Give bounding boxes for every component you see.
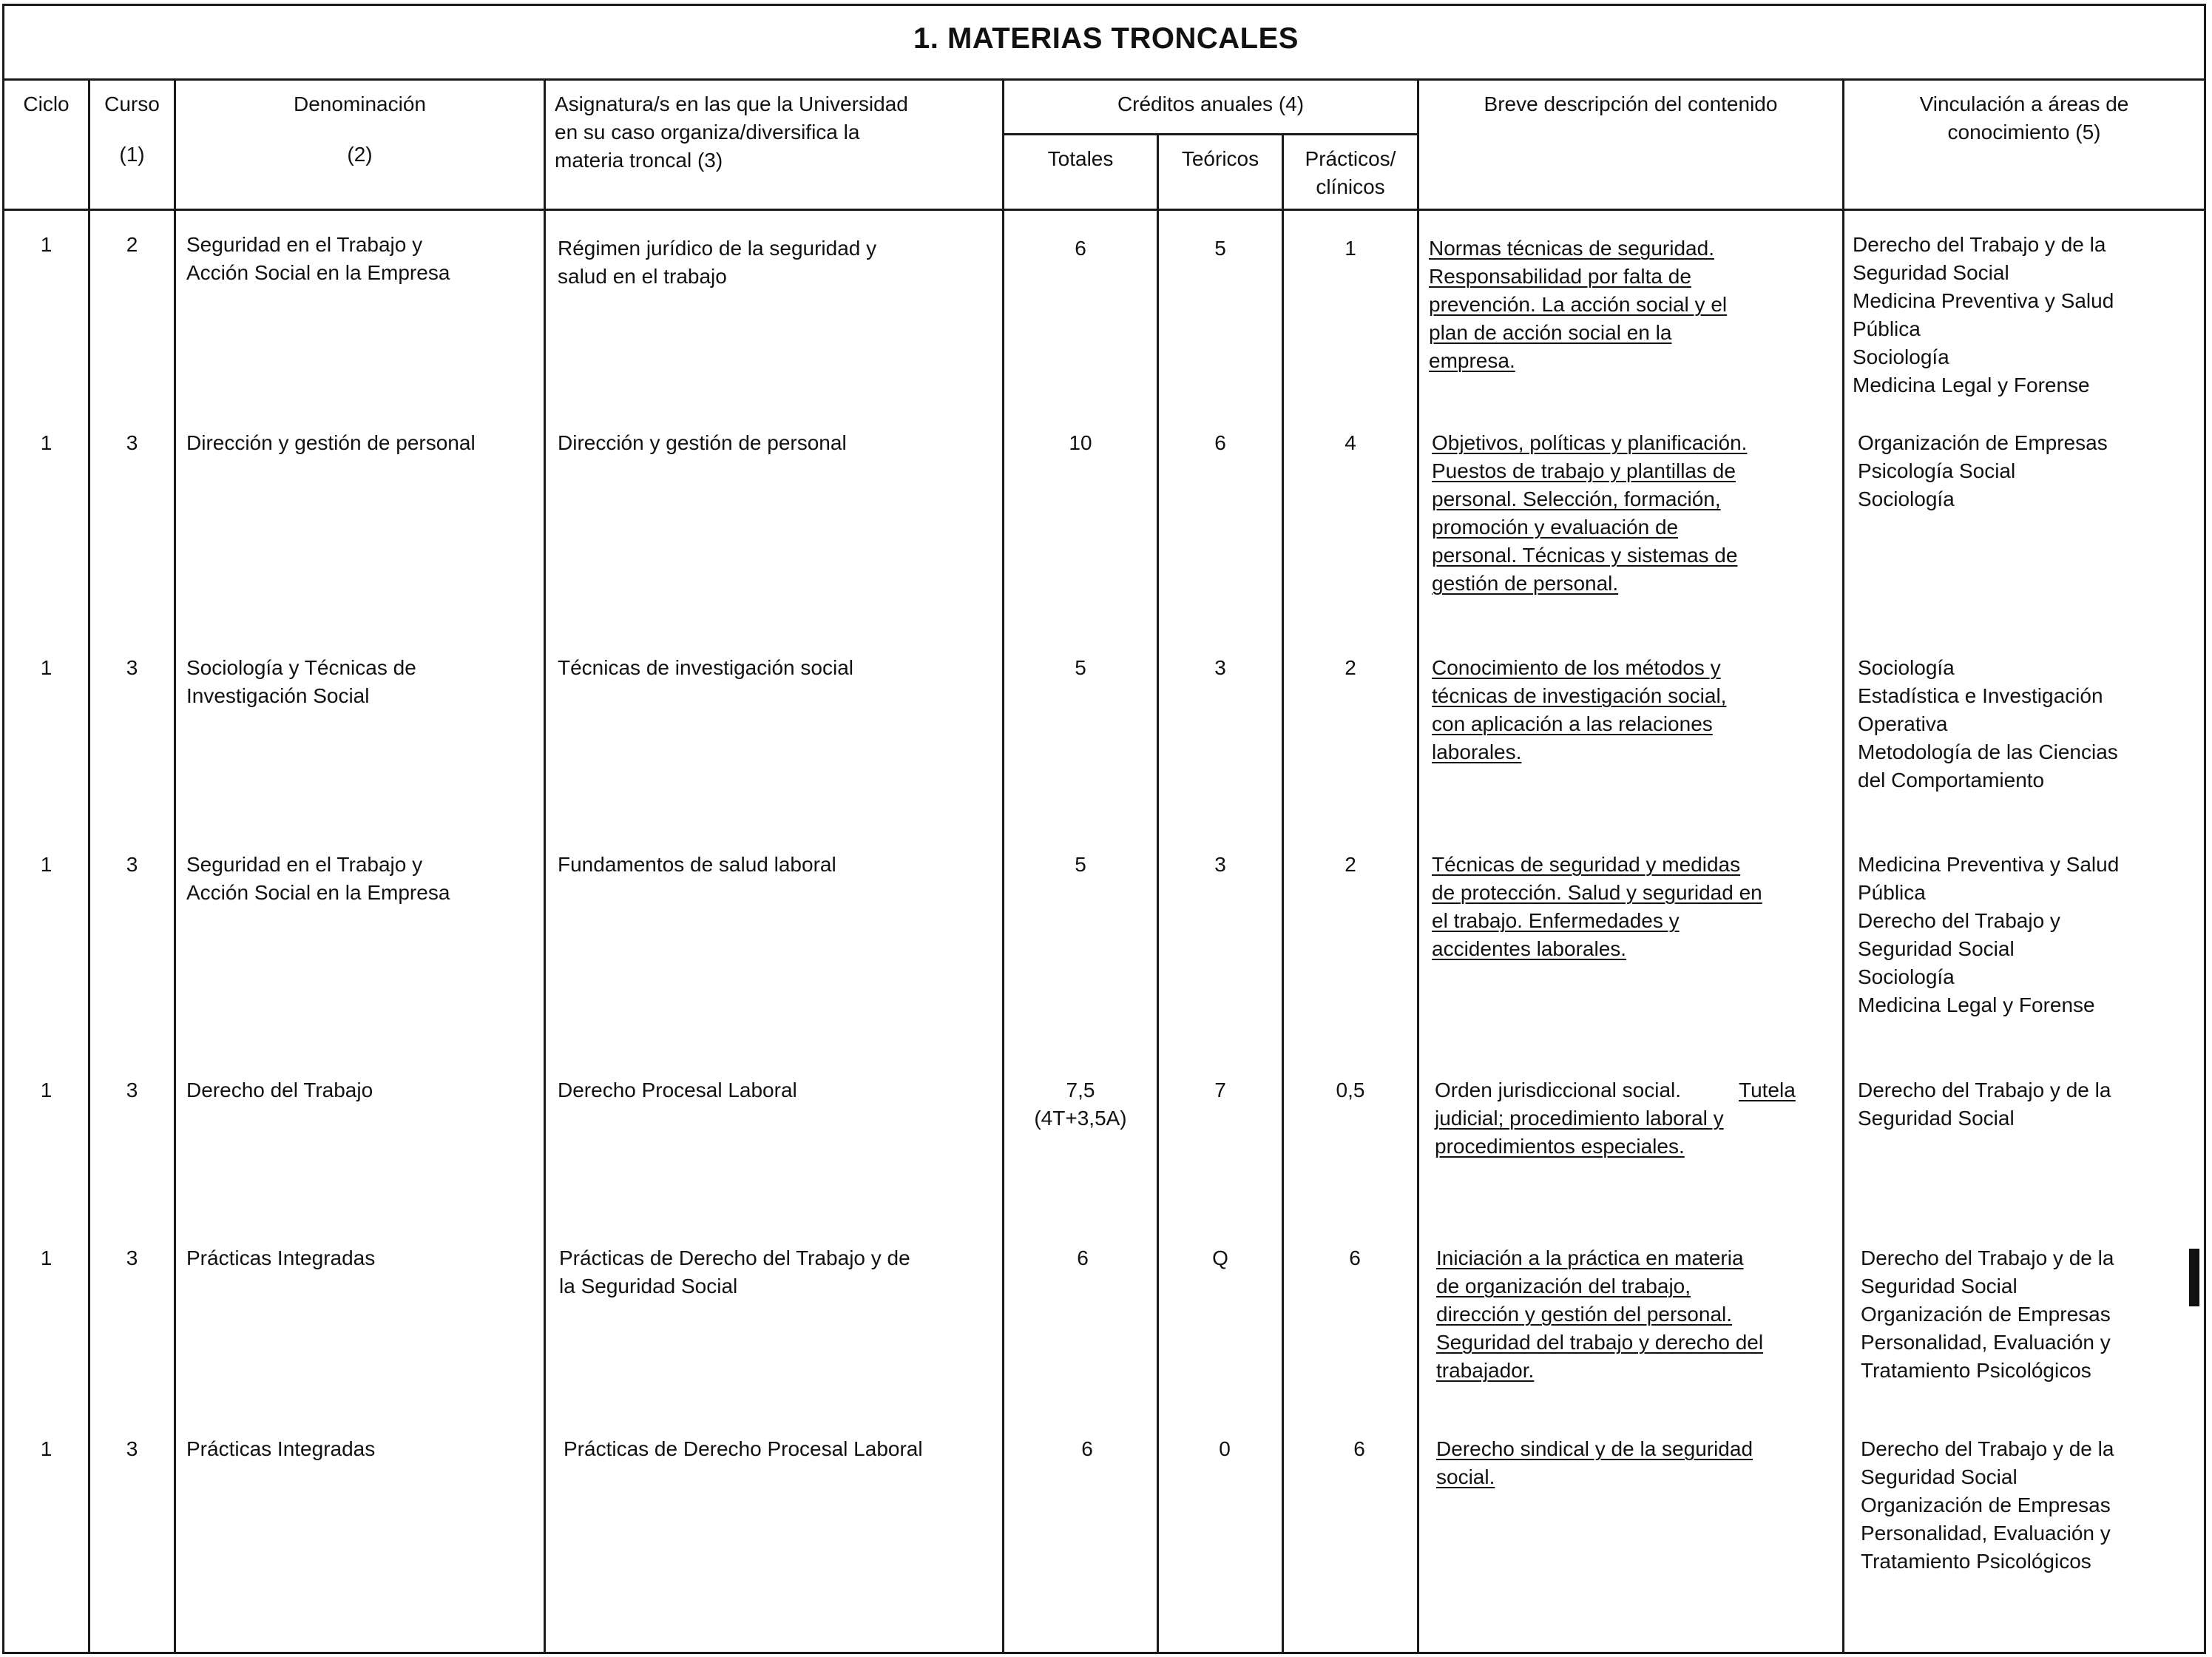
cell-vinculacion: Organización de Empresas Psicología Social Sociología (1858, 431, 2108, 510)
cell-descripcion: Técnicas de seguridad y medidas de protección. Salud y seguridad en el trabajo. Enfermedades y accidentes laborales. (1432, 853, 1762, 960)
col-divider-curso (174, 78, 176, 1654)
header-curso: Curso (104, 92, 160, 115)
cell-teoricos: Q (1212, 1246, 1228, 1269)
border-right (2204, 4, 2206, 1654)
cell-denominacion: Seguridad en el Trabajo y Acción Social en la Empresa (186, 233, 450, 284)
cell-curso: 3 (126, 853, 138, 876)
title-separator (2, 78, 2206, 81)
cell-asignatura: Técnicas de investigación social (558, 656, 853, 679)
cell-totales: 5 (1075, 656, 1086, 679)
cell-vinculacion: Derecho del Trabajo y de la Seguridad Social Medicina Preventiva y Salud Pública Sociología Medicina Legal y Forense (1853, 233, 2114, 396)
header-descripcion: Breve descripción del contenido (1484, 92, 1778, 115)
cell-totales: 7,5 (4T+3,5A) (1034, 1079, 1127, 1130)
cell-curso: 2 (126, 233, 138, 256)
cell-vinculacion: Medicina Preventiva y Salud Pública Derecho del Trabajo y Seguridad Social Sociología Medicina Legal y Forense (1858, 853, 2120, 1016)
cell-ciclo: 1 (40, 1246, 53, 1269)
cell-vinculacion: Sociología Estadística e Investigación Operativa Metodología de las Ciencias del Comportamiento (1858, 656, 2118, 792)
cell-curso: 3 (126, 656, 138, 679)
cell-ciclo: 1 (40, 233, 53, 256)
cell-denominacion: Derecho del Trabajo (186, 1079, 373, 1101)
cell-curso: 3 (126, 1079, 138, 1101)
margin-mark (2189, 1249, 2199, 1306)
col-divider-teoricos (1282, 133, 1284, 1654)
cell-vinculacion: Derecho del Trabajo y de la Seguridad Social Organización de Empresas Personalidad, Evaluación y Tratamiento Psicológicos (1861, 1437, 2114, 1573)
header-ciclo: Ciclo (23, 92, 70, 115)
col-divider-descripcion (1842, 78, 1844, 1654)
cell-asignatura: Derecho Procesal Laboral (558, 1079, 797, 1101)
cell-practicos: 4 (1345, 431, 1356, 454)
cell-vinculacion: Derecho del Trabajo y de la Seguridad Social Organización de Empresas Personalidad, Evaluación y Tratamiento Psicológicos (1861, 1246, 2114, 1382)
cell-curso: 3 (126, 1246, 138, 1269)
cell-totales: 6 (1075, 237, 1086, 260)
cell-descripcion: Derecho sindical y de la seguridad social. (1436, 1437, 1753, 1488)
cell-totales: 6 (1077, 1246, 1089, 1269)
cell-ciclo: 1 (40, 1437, 53, 1460)
cell-denominacion: Prácticas Integradas (186, 1246, 376, 1269)
header-totales: Totales (1047, 147, 1114, 170)
col-divider-totales (1157, 133, 1159, 1654)
cell-practicos: 0,5 (1336, 1079, 1365, 1101)
cell-practicos: 6 (1353, 1437, 1365, 1460)
cell-teoricos: 6 (1214, 431, 1226, 454)
col-divider-denominacion (544, 78, 546, 1654)
cell-ciclo: 1 (40, 1079, 53, 1101)
cell-vinculacion: Derecho del Trabajo y de la Seguridad Social (1858, 1079, 2111, 1130)
cell-practicos: 2 (1345, 853, 1356, 876)
header-curso-note: (1) (119, 143, 145, 166)
cell-teoricos: 7 (1214, 1079, 1226, 1101)
cell-ciclo: 1 (40, 656, 53, 679)
cell-curso: 3 (126, 1437, 138, 1460)
col-divider-creditos (1417, 78, 1419, 1654)
cell-descripcion: Iniciación a la práctica en materia de organización del trabajo, dirección y gestión del personal. Seguridad del trabajo y derecho del trabajador. (1436, 1246, 1764, 1382)
border-top (2, 4, 2206, 6)
cell-asignatura: Fundamentos de salud laboral (558, 853, 836, 876)
header-bottom-line (2, 209, 2206, 211)
header-denominacion-note: (2) (347, 143, 373, 166)
cell-totales: 5 (1075, 853, 1086, 876)
cell-teoricos: 3 (1214, 656, 1226, 679)
cell-curso: 3 (126, 431, 138, 454)
cell-descripcion-plain: Orden jurisdiccional social. (1435, 1079, 1682, 1101)
page-title: 1. MATERIAS TRONCALES (913, 22, 1299, 55)
cell-practicos: 2 (1345, 656, 1356, 679)
border-bottom (2, 1652, 2206, 1654)
cell-descripcion: Normas técnicas de seguridad. Responsabilidad por falta de prevención. La acción social y el plan de acción social en la empresa. (1429, 237, 1728, 372)
cell-ciclo: 1 (40, 431, 53, 454)
cell-practicos: 6 (1349, 1246, 1361, 1269)
header-vinculacion: Vinculación a áreas de conocimiento (5) (1919, 92, 2129, 144)
header-denominacion: Denominación (294, 92, 426, 115)
cell-teoricos: 3 (1214, 853, 1226, 876)
header-asignatura: Asignatura/s en las que la Universidad en su caso organiza/diversifica la materia troncal (3) (555, 92, 908, 172)
cell-teoricos: 0 (1219, 1437, 1231, 1460)
cell-descripcion: Conocimiento de los métodos y técnicas de investigación social, con aplicación a las relaciones laborales. (1432, 656, 1727, 763)
cell-descripcion: Tutela judicial; procedimiento laboral y procedimientos especiales. (1435, 1079, 1796, 1158)
cell-descripcion: Objetivos, políticas y planificación. Puestos de trabajo y plantillas de personal. Selección, formación, promoción y evaluación de personal. Técnicas y sistemas de gestión de personal. (1432, 431, 1748, 595)
cell-asignatura: Prácticas de Derecho Procesal Laboral (564, 1437, 923, 1460)
cell-asignatura: Régimen jurídico de la seguridad y salud en el trabajo (558, 237, 877, 288)
cell-teoricos: 5 (1214, 237, 1226, 260)
header-practicos: Prácticos/ clínicos (1305, 147, 1396, 198)
cell-asignatura: Prácticas de Derecho del Trabajo y de la Seguridad Social (559, 1246, 910, 1297)
cell-ciclo: 1 (40, 853, 53, 876)
cell-totales: 6 (1081, 1437, 1093, 1460)
cell-practicos: 1 (1345, 237, 1356, 260)
creditos-subheader-line (1002, 133, 1417, 135)
cell-denominacion: Seguridad en el Trabajo y Acción Social en la Empresa (186, 853, 450, 904)
cell-denominacion: Dirección y gestión de personal (186, 431, 476, 454)
cell-denominacion: Prácticas Integradas (186, 1437, 376, 1460)
cell-totales: 10 (1069, 431, 1092, 454)
header-teoricos: Teóricos (1181, 147, 1259, 170)
cell-denominacion: Sociología y Técnicas de Investigación Social (186, 656, 416, 707)
header-creditos: Créditos anuales (4) (1117, 92, 1305, 115)
cell-asignatura: Dirección y gestión de personal (558, 431, 847, 454)
